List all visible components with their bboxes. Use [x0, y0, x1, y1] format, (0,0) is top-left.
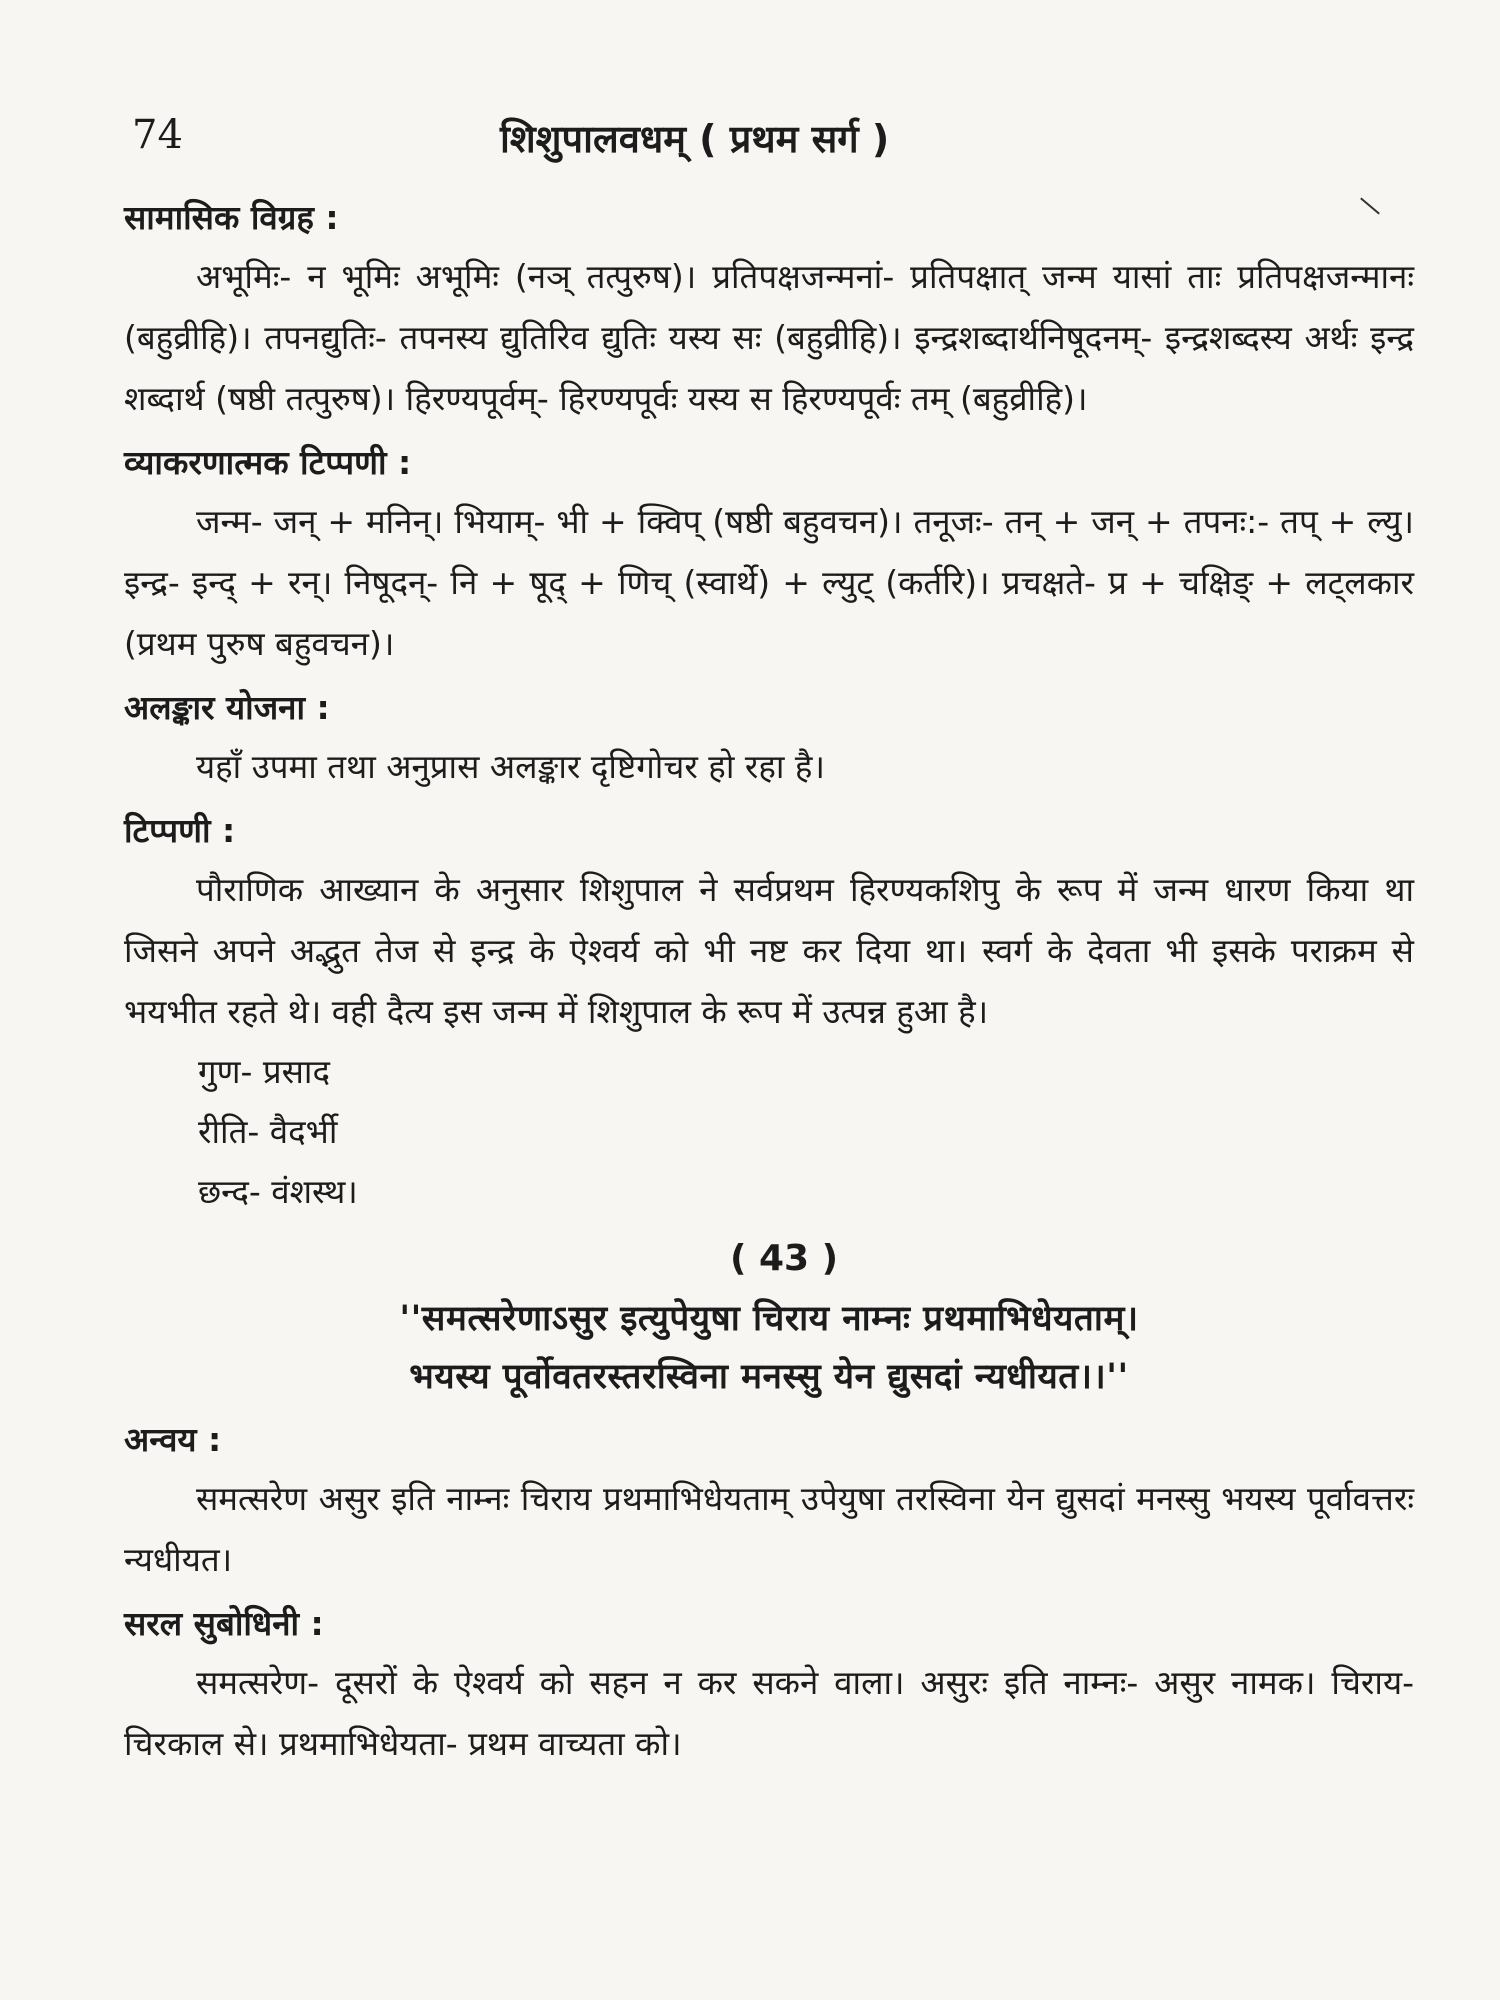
section-text-vyakaran: जन्म- जन् + मनिन्। भियाम्- भी + क्विप् (षष्ठी बहुवचन)। तनूजः- तन् + जन् + तपनः:- तप् + ल्यु। इन्द्र- इन्द् + रन्। निषूदन्- नि + षूद् + णिच् (स्वार्थे) + ल्युट् (कर्तरि)। प्रचक्षते- प्र + चक्षिङ् + लट्लकार (प्रथम पुरुष बहुवचन)।	[124, 502, 1414, 663]
verse-line-1: ''समत्सरेणाऽसुर इत्युपेयुषा चिराय नाम्नः प्रथमाभिधेयताम्।	[399, 1299, 1139, 1339]
section-heading-anvay: अन्वय :	[124, 1420, 222, 1459]
section-heading-samasik: सामासिक विग्रह :	[124, 198, 339, 237]
section-heading-saral: सरल सुबोधिनी :	[124, 1604, 324, 1643]
verse-line-2: भयस्य पूर्वोवतरस्तरस्विना मनस्सु येन द्युसदां न्यधीयत।।''	[409, 1357, 1129, 1397]
section-text-samasik: अभूमिः- न भूमिः अभूमिः (नञ् तत्पुरुष)। प्रतिपक्षजन्मनां- प्रतिपक्षात् जन्म यासां ताः प्रतिपक्षजन्मानः (बहुव्रीहि)। तपनद्युतिः- तपनस्य द्युतिरिव द्युतिः यस्य सः (बहुव्रीहि)। इन्द्रशब्दार्थनिषूदनम्- इन्द्रशब्दस्य अर्थः इन्द्र शब्दार्थ (षष्ठी तत्पुरुष)। हिरण्यपूर्वम्- हिरण्यपूर्वः यस्य स हिरण्यपूर्वः तम् (बहुव्रीहि)।	[124, 257, 1414, 418]
chhand-line: छन्द- वंशस्थ।	[198, 1172, 358, 1211]
section-text-saral: समत्सरेण- दूसरों के ऐश्वर्य को सहन न कर सकने वाला। असुरः इति नाम्नः- असुर नामक। चिराय- चिरकाल से। प्रथमाभिधेयता- प्रथम वाच्यता को।	[124, 1663, 1414, 1763]
page-header	[0, 112, 1500, 172]
page-body	[124, 190, 1414, 1774]
section-heading-alankar: अलङ्कार योजना :	[124, 688, 330, 727]
guna-line: गुण- प्रसाद	[198, 1052, 330, 1091]
section-text-tippani: पौराणिक आख्यान के अनुसार शिशुपाल ने सर्वप्रथम हिरण्यकशिपु के रूप में जन्म धारण किया था जिसने अपने अद्भुत तेज से इन्द्र के ऐश्वर्य को भी नष्ट कर दिया था। स्वर्ग के देवता भी इसके पराक्रम से भयभीत रहते थे। वही दैत्य इस जन्म में शिशुपाल के रूप में उत्पन्न हुआ है।	[124, 870, 1414, 1031]
section-heading-tippani: टिप्पणी :	[124, 811, 236, 850]
section-heading-vyakaran: व्याकरणात्मक टिप्पणी :	[124, 443, 412, 482]
section-text-alankar: यहाँ उपमा तथा अनुप्रास अलङ्कार दृष्टिगोचर हो रहा है।	[196, 747, 825, 786]
page-number: 74	[132, 112, 183, 158]
verse-number: ( 43 )	[729, 1238, 839, 1279]
riti-line: रीति- वैदर्भी	[198, 1112, 338, 1151]
section-text-anvay: समत्सरेण असुर इति नाम्नः चिराय प्रथमाभिधेयताम् उपेयुषा तरस्विना येन द्युसदां मनस्सु भयस्य पूर्वावत्तरः न्यधीयत।	[124, 1479, 1414, 1579]
running-title: शिशुपालवधम् ( प्रथम सर्ग )	[500, 117, 890, 161]
